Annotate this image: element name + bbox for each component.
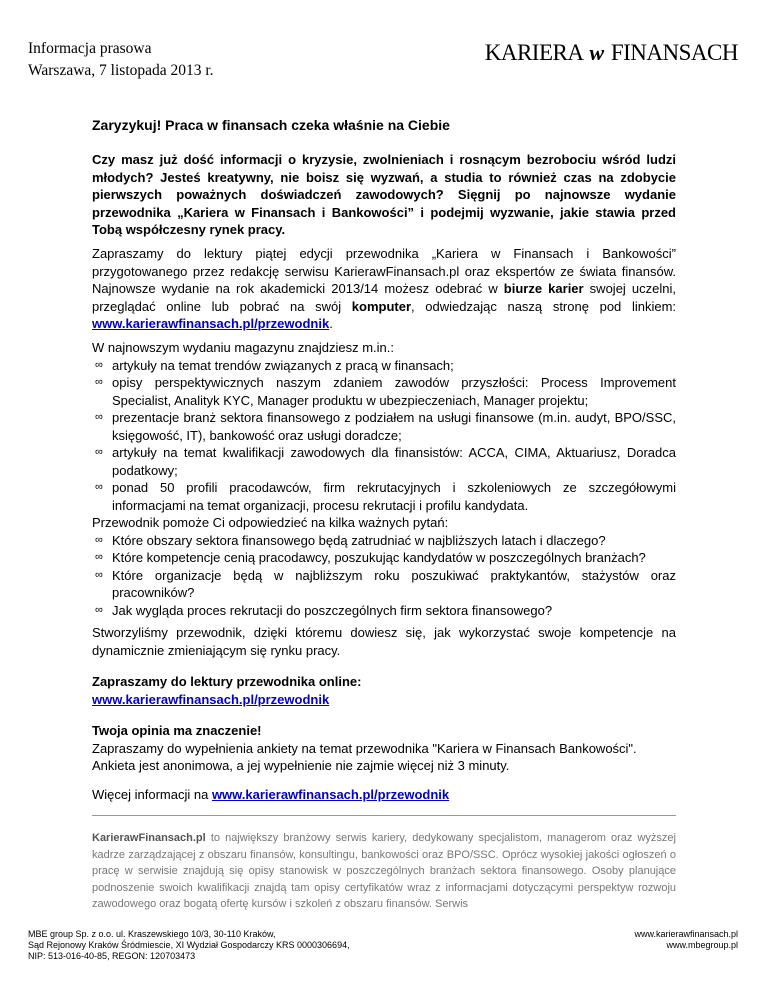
article-title: Zaryzykuj! Praca w finansach czeka właśnie na Ciebie <box>92 117 450 133</box>
intro-bold-biuro-karier: biurze karier <box>503 281 584 296</box>
address-line-3: NIP: 513-016-40-85, REGON: 120703473 <box>28 951 196 961</box>
about-brand: KarierawFinansach.pl <box>92 832 206 844</box>
list-item: ∞ Które obszary sektora finansowego będą zatrudniać w najbliższych latach i dlaczego? <box>112 532 676 550</box>
about-text: to największy branżowy serwis kariery, dedykowany specjalistom, managerom oraz wyższej kadrze zarządzającej z obszaru finansów, konsultingu, bankowości oraz BPO/SSC. Oprócz wysokiej jakości ogłoszeń o pracę w serwisie znajdują się opisy stanowisk w poszczególnych branżach sektora finansowego. Osoby planujące podnoszenie swoich kwalifikacji znajdą tam opisy certyfikatów wraz z informacjami dotyczącymi perspektyw rozwoju zawodowego oraz bogatą ofertę kursów i szkoleń z obszaru finansów. Serwis <box>92 832 676 910</box>
more-info <box>92 786 676 804</box>
logo-word-kariera: KARIERA <box>484 40 583 65</box>
about-company <box>92 830 676 913</box>
intro-text-2: swojej uczelni, przeglądać online lub pobrać na swój <box>92 281 676 314</box>
divider <box>92 815 676 816</box>
list-item: ∞ prezentacje branż sektora finansowego z podziałem na usługi finansowe (m.in. audyt, BPO/SSC, księgowość, IT), bankowość oraz usługi doradcze; <box>112 409 676 444</box>
brand-logo <box>485 40 738 66</box>
list-item: ∞ artykuły na temat kwalifikacji zawodowych dla finansistów: ACCA, CIMA, Aktuariusz, Doradca podatkowy; <box>112 444 676 479</box>
more-info-text: Więcej informacji na <box>92 787 212 802</box>
online-section <box>92 673 676 708</box>
opinion-heading: Twoja opinia ma znaczenie! <box>92 723 262 738</box>
list-item: ∞ opisy perspektywicznych naszym zdaniem zawodów przyszłości: Process Improvement Specialist, Analityk KYC, Manager produktu w ubezpieczeniach, Manager projektu; <box>112 374 676 409</box>
content-list <box>92 357 676 515</box>
logo-word-w: w <box>589 40 604 65</box>
opinion-line-1: Zapraszamy do wypełnienia ankiety na temat przewodnika "Kariera w Finansach Bankowości". <box>92 740 637 756</box>
footer-web-link-1[interactable]: www.karierawfinansach.pl <box>634 929 738 939</box>
list-item: ∞ ponad 50 profili pracodawców, firm rekrutacyjnych i szkoleniowych ze szczegółowymi informacjami na temat organizacji, procesu rekrutacji i profilu kandydata. <box>112 479 676 514</box>
questions-section <box>92 514 676 619</box>
address-line-2: Sąd Rejonowy Kraków Śródmiescie, XI Wydział Gospodarczy KRS 0000306694, <box>28 940 350 950</box>
questions-intro: Przewodnik pomoże Ci odpowiedzieć na kilka ważnych pytań: <box>92 515 449 530</box>
intro-text-3: , odwiedzając naszą stronę pod linkiem: <box>411 298 677 314</box>
press-header <box>28 38 214 82</box>
lead-paragraph: Czy masz już dość informacji o kryzysie, zwolnieniach i rosnącym bezrobociu wśród ludzi młodych? Jesteś kreatywny, nie boisz się wyzwań, a studia to również czas na zdobycie pierwszych poważnych doświadczeń zawodowych? Sięgnij po najnowsze wydanie przewodnika „Kariera w Finansach i Bankowości” i podejmij wyzwanie, jakie stawia przed Tobą współczesny rynek pracy. <box>92 152 676 237</box>
online-guide-link[interactable]: www.karierawfinansach.pl/przewodnik <box>92 691 330 707</box>
opinion-line-2: Ankieta jest anonimowa, a jej wypełnienie nie zajmie więcej niż 3 minuty. <box>92 758 510 773</box>
footer-web-link-2[interactable]: www.mbegroup.pl <box>666 940 738 950</box>
content-intro: W najnowszym wydaniu magazynu znajdziesz m.in.: <box>92 340 395 355</box>
opinion-section <box>92 722 676 775</box>
list-item: ∞ Jak wygląda proces rekrutacji do poszczególnych firm sektora finansowego? <box>112 602 676 620</box>
address-line-1: MBE group Sp. z o.o. ul. Kraszewskiego 10/3, 30-110 Kraków, <box>28 929 276 939</box>
list-item: ∞ artykuły na temat trendów związanych z pracą w finansach; <box>112 357 676 375</box>
guide-link[interactable]: www.karierawfinansach.pl/przewodnik <box>92 316 330 331</box>
online-heading: Zapraszamy do lektury przewodnika online: <box>92 674 362 689</box>
more-info-link[interactable]: www.karierawfinansach.pl/przewodnik <box>211 787 450 802</box>
footer-websites <box>634 929 738 951</box>
questions-list <box>92 532 676 620</box>
intro-bold-komputer: komputer <box>351 298 412 314</box>
company-address <box>28 929 350 962</box>
summary-paragraph: Stworzyliśmy przewodnik, dzięki któremu dowiesz się, jak wykorzystać swoje kompetencje na dynamicznie zmieniającym się rynku pracy. <box>92 625 676 658</box>
press-release-label: Informacja prasowa <box>28 40 152 57</box>
intro-text-1: Zapraszamy do lektury piątej edycji przewodnika „Kariera w Finansach i Bankowości” przygotowanego przez redakcję serwisu KarierawFinansach.pl oraz ekspertów ze świata finansów. Najnowsze wydanie na rok akademicki 2013/14 możesz odebrać w <box>92 246 676 296</box>
date-line: Warszawa, 7 listopada 2013 r. <box>28 62 214 79</box>
content-section <box>92 339 676 514</box>
logo-word-finansach: FINANSACH <box>610 40 738 65</box>
intro-paragraph <box>92 245 676 333</box>
list-item: ∞ Które kompetencje cenią pracodawcy, poszukując kandydatów w poszczególnych branżach? <box>112 549 676 567</box>
list-item: ∞ Które organizacje będą w najbliższym roku poszukiwać praktykantów, stażystów oraz pracowników? <box>112 567 676 602</box>
intro-text-4: . <box>329 316 333 331</box>
